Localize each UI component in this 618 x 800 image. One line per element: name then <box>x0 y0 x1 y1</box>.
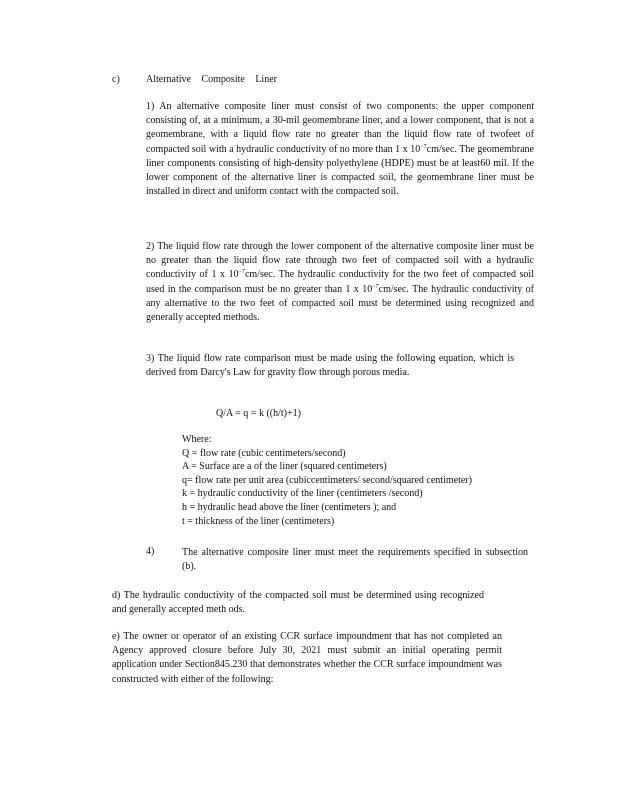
section-c-title: Alternative Composite Liner <box>146 74 277 85</box>
where-label: Where: <box>182 434 212 445</box>
section-e-paragraph <box>112 630 502 687</box>
item-3-text: The liquid flow rate comparison must be made using the following equation, which is derived from Darcy's Law for gravity flow through porous media. <box>146 353 514 379</box>
where-t: t = thickness of the liner (centimeters) <box>182 515 335 527</box>
item-2-text-a: The liquid flow rate through the lower component of the alternative composite liner must be no greater than the liquid flow rate through two feet of compacted soil with a hydraulic conductivity of 1 x 10 <box>146 241 534 281</box>
item-2-exponent-2: −7 <box>372 283 379 290</box>
item-3-paragraph <box>146 352 514 380</box>
where-list <box>182 433 472 528</box>
equation: Q/A = q = k ((h/t)+1) <box>216 408 301 419</box>
section-c-label: c) <box>112 74 120 85</box>
item-1-exponent: −7 <box>420 143 427 150</box>
item-1-paragraph <box>146 100 534 199</box>
where-q: Q = flow rate (cubic centimeters/second) <box>182 447 346 459</box>
item-3-number: 3) <box>146 353 155 364</box>
item-2-exponent-1: −7 <box>238 269 245 276</box>
item-1-text-b: cm/sec. The geomembrane liner components consisting of high-density polyethylene (HDPE) must be at least60 mil. If the lower component of the alternative liner is compacted soil, the geomembrane liner must be installed in direct and uniform contact with the compacted soil. <box>146 143 534 198</box>
section-e-text: e) The owner or operator of an existing CCR surface impoundment that has not completed an Agency approved closure before July 30, 2021 must submit an initial operating permit application under Section845.230 that demonstrates whether the CCR surface impoundment was constructed with either of the following: <box>112 631 502 685</box>
section-d-paragraph <box>112 589 484 617</box>
item-2-paragraph <box>146 240 534 325</box>
where-h: h = hydraulic head above the liner (centimeters ); and <box>182 501 397 513</box>
item-1-text-a: An alternative composite liner must consist of two components: the upper component consisting of, at a minimum, a 30-mil geomembrane liner, and a lower component, that is not a geomembrane, with a liquid flow rate no greater than the liquid flow rate of twofeet of compacted soil with a hydraulic conductivity of no more than 1 x 10 <box>146 101 534 155</box>
where-a: A = Surface are a of the liner (squared centimeters) <box>182 461 387 473</box>
item-2-text-b: cm/sec. The hydraulic conductivity for the two feet of compacted soil used in the comparison must be no greater than 1 x 10 <box>146 269 534 295</box>
where-k: k = hydraulic conductivity of the liner (centimeters /second) <box>182 488 423 500</box>
item-2-text-c: cm/sec. The hydraulic conductivity of any alternative to the two feet of compacted soil must be determined using recognized and generally accepted methods. <box>146 283 534 324</box>
item-2-number: 2) <box>146 241 155 252</box>
section-d-text: d) The hydraulic conductivity of the compacted soil must be determined using recognized and generally accepted meth ods. <box>112 590 484 616</box>
item-1-number: 1) <box>146 101 155 112</box>
item-4-text: The alternative composite liner must meet the requirements specified in subsection (b). <box>182 547 528 573</box>
where-q-unit: q= flow rate per unit area (cubiccentimeters/ second/squared centimeter) <box>182 474 472 486</box>
item-4-number: 4) <box>146 546 155 557</box>
